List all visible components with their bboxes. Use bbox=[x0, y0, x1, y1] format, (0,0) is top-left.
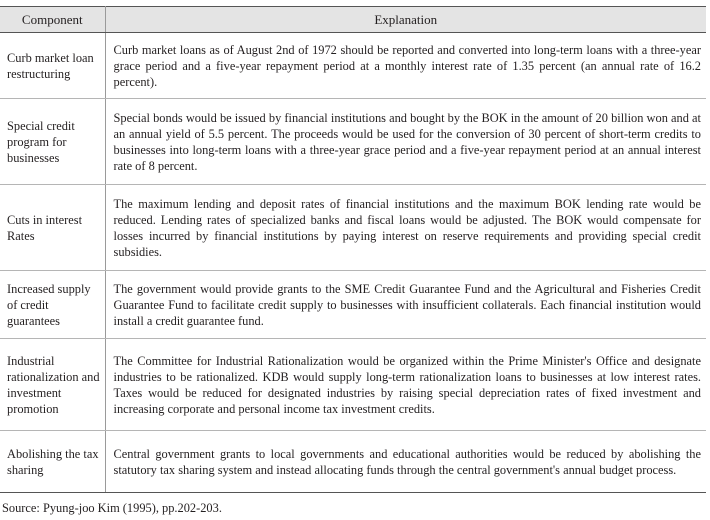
table-row bbox=[0, 431, 706, 493]
table-row bbox=[0, 99, 706, 185]
component-cell: Abolishing the tax sharing bbox=[0, 431, 105, 493]
source-note: Source: Pyung-joo Kim (1995), pp.202-203. bbox=[2, 501, 222, 515]
table-row bbox=[0, 33, 706, 99]
explanation-cell: Special bonds would be issued by financial institutions and bought by the BOK in the amount of 20 billion won and at an annual yield of 5.5 percent. The proceeds would be used for the conversion of 30 percent of short-term credits to businesses into long-term loans with a three-year grace period and a five-year repayment period at an annual interest rate of 8 percent. bbox=[105, 99, 706, 185]
component-cell: Cuts in interest Rates bbox=[0, 185, 105, 271]
column-header-explanation: Explanation bbox=[105, 7, 706, 33]
explanation-cell: The maximum lending and deposit rates of financial institutions and the maximum BOK lending rate would be reduced. Lending rates of specialized banks and fiscal loans would be adjusted. The BOK would compensate for losses incurred by financial institutions by paying interest on reserve requirements and providing special credit subsidies. bbox=[105, 185, 706, 271]
explanation-cell: The Committee for Industrial Rationalization would be organized within the Prime Minister's Office and designate industries to be rationalized. KDB would supply long-term rationalization loans to businesses at low interest rates. Taxes would be reduced for designated industries by raising special depreciation rates of fixed investment and increasing corporate and personal income tax investment credits. bbox=[105, 339, 706, 431]
table-row bbox=[0, 271, 706, 339]
policy-components-table bbox=[0, 6, 706, 493]
component-cell: Increased supply of credit guarantees bbox=[0, 271, 105, 339]
explanation-cell: Central government grants to local governments and educational authorities would be reduced by abolishing the statutory tax sharing system and instead allocating funds through the central government's annual budget process. bbox=[105, 431, 706, 493]
table-row bbox=[0, 185, 706, 271]
explanation-cell: The government would provide grants to the SME Credit Guarantee Fund and the Agricultural and Fisheries Credit Guarantee Fund to facilitate credit supply to businesses with insufficient collaterals. Each financial institution would install a credit guarantee fund. bbox=[105, 271, 706, 339]
component-cell: Special credit program for businesses bbox=[0, 99, 105, 185]
explanation-cell: Curb market loans as of August 2nd of 1972 should be reported and converted into long-term loans with a three-year grace period and a five-year repayment period at a monthly interest rate of 1.35 percent (an annual rate of 16.2 percent). bbox=[105, 33, 706, 99]
column-header-component: Component bbox=[0, 7, 105, 33]
table-row bbox=[0, 339, 706, 431]
component-cell: Industrial rationalization and investment promotion bbox=[0, 339, 105, 431]
table-header-row bbox=[0, 7, 706, 33]
component-cell: Curb market loan restructuring bbox=[0, 33, 105, 99]
policy-table-container bbox=[0, 6, 706, 493]
